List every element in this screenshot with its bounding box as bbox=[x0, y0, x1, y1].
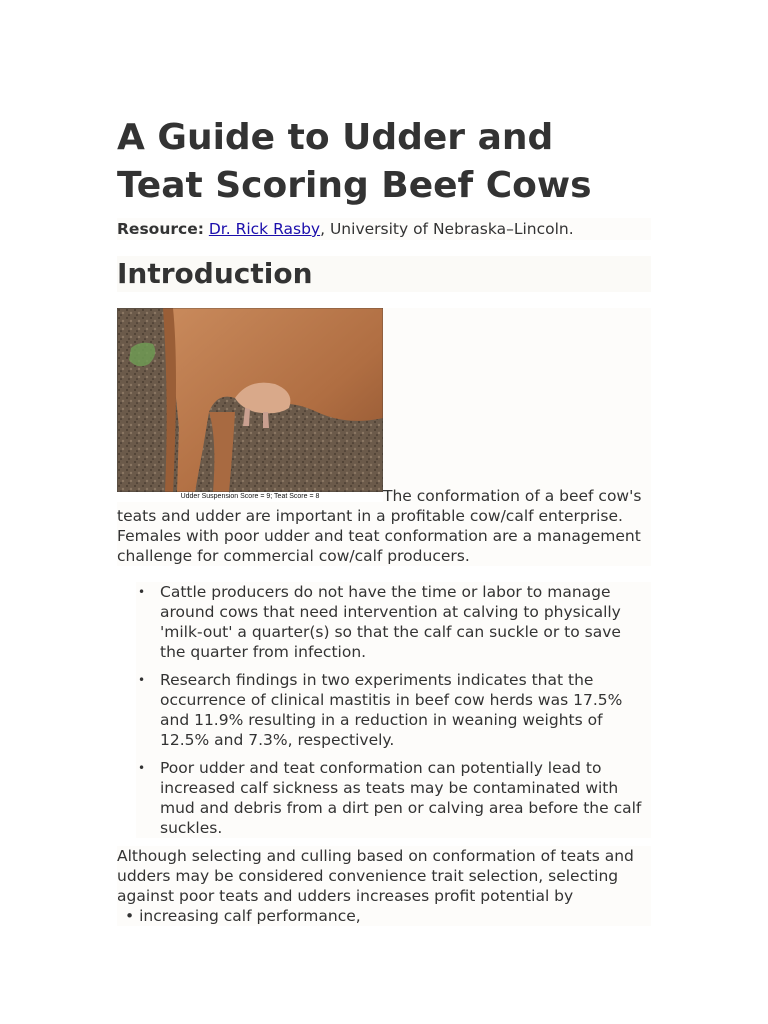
bullet-icon: • bbox=[138, 673, 146, 687]
sub-list-item bbox=[117, 906, 651, 926]
section-heading-introduction: Introduction bbox=[117, 257, 313, 290]
resource-label: Resource: bbox=[117, 220, 204, 238]
sub-list-item-text: increasing calf performance, bbox=[139, 907, 361, 925]
closing-paragraph: Although selecting and culling based on conformation of teats and udders may be considered convenience trait selection, selecting against poor teats and udders increases profit potential by bbox=[117, 846, 651, 906]
author-link[interactable]: Dr. Rick Rasby bbox=[208, 220, 321, 238]
bullet-icon: • bbox=[138, 761, 146, 775]
figure-caption: Udder Suspension Score = 9; Teat Score = 8 bbox=[180, 493, 320, 500]
list-item bbox=[117, 670, 651, 750]
page-title: A Guide to Udder and Teat Scoring Beef Cows bbox=[117, 117, 592, 206]
intro-paragraph-first-line: The conformation of a beef cow's bbox=[383, 487, 642, 505]
bullet-icon: • bbox=[125, 907, 135, 925]
intro-paragraph bbox=[117, 486, 657, 566]
list-item bbox=[117, 758, 651, 838]
intro-paragraph-rest: teats and udder are important in a profitable cow/calf enterprise. Females with poor udder and teat conformation are a management challenge for commercial cow/calf producers. bbox=[117, 507, 641, 565]
cow-udder-photo bbox=[117, 308, 383, 502]
resource-affiliation: , University of Nebraska–Lincoln. bbox=[320, 220, 574, 238]
list-item-text: Cattle producers do not have the time or labor to manage around cows that need intervention at calving to physically 'milk-out' a quarter(s) so that the calf can suckle or to save the quarter from infection. bbox=[160, 583, 621, 661]
bullet-icon: • bbox=[138, 585, 146, 599]
resource-line bbox=[117, 218, 651, 240]
list-item bbox=[117, 582, 651, 662]
list-item-text: Poor udder and teat conformation can potentially lead to increased calf sickness as teats may be contaminated with mud and debris from a dirt pen or calving area before the calf suckles. bbox=[160, 759, 642, 837]
bullet-list bbox=[117, 582, 651, 846]
list-item-text: Research findings in two experiments indicates that the occurrence of clinical mastitis in beef cow herds was 17.5% and 11.9% resulting in a reduction in weaning weights of 12.5% and 7.3%, respectively. bbox=[160, 671, 623, 749]
